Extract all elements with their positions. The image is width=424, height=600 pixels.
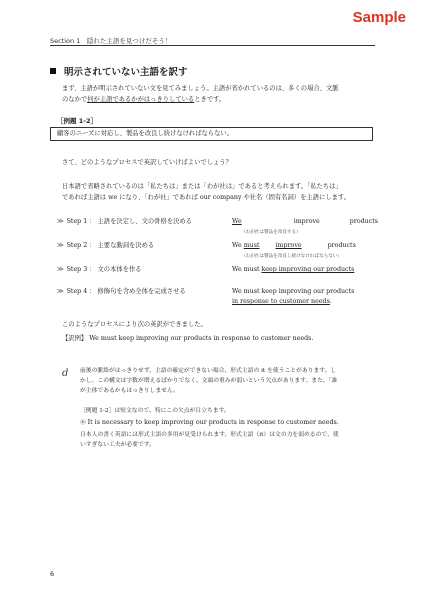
step-1-subject: We bbox=[232, 218, 242, 225]
intro-line-1: まず、主語が明示されていない文を見てみましょう。主語が省かれているのは、多くの場合、文脈 bbox=[62, 85, 339, 92]
step-1-note: （わが社は製品を改良する） bbox=[241, 230, 301, 235]
question-text: さて、どのようなプロセスで英訳していけばよいでしょう？ bbox=[62, 159, 232, 166]
header-divider bbox=[50, 45, 375, 46]
step-3 bbox=[57, 265, 142, 275]
translation-text: We must keep improving our products in response to customer needs. bbox=[89, 335, 314, 342]
tip-conclusion bbox=[80, 430, 372, 450]
step-2 bbox=[57, 241, 154, 251]
step-3-label: Step 3 ： 文の本体を作る bbox=[66, 266, 142, 273]
tip-line-4: ［例題 1-2］は短文なので、特にこの欠点が目立ちます。 bbox=[80, 408, 230, 414]
example-box: 顧客のニーズに対応し、製品を改良し続けなければならない。 bbox=[50, 127, 373, 141]
tip-hand-icon: d bbox=[62, 368, 69, 379]
page-number: 6 bbox=[50, 570, 55, 578]
section-title bbox=[50, 64, 188, 78]
intro-paragraph bbox=[62, 83, 374, 105]
intro-text-end: ときです。 bbox=[194, 96, 226, 103]
step-2-object: products bbox=[327, 242, 356, 249]
step-4-line-2 bbox=[232, 297, 354, 307]
intro-underlined: 何が主語であるかがはっきりしている bbox=[87, 96, 195, 103]
bad-example bbox=[80, 418, 372, 428]
bad-mark-icon: ㊍ bbox=[80, 420, 86, 426]
translation-label: 【訳例】 bbox=[62, 335, 88, 342]
step-2-verb: improve bbox=[275, 242, 302, 249]
tip-line-3: が主体であるかもはっきりしません。 bbox=[80, 388, 179, 394]
step-1 bbox=[57, 217, 192, 227]
double-chevron-icon: ≫ bbox=[57, 266, 64, 273]
square-bullet-icon bbox=[50, 68, 56, 74]
tip-line-6: いすぎない工夫が必要です。 bbox=[80, 442, 155, 448]
explain-line-1: 日本語で省略されているのは「私たちは」または「わが社は」であると考えられます。「私たちは」 bbox=[62, 183, 342, 190]
section-title-text: 明示されていない主語を訳す bbox=[64, 67, 188, 78]
double-chevron-icon: ≫ bbox=[57, 288, 64, 295]
explain-line-2: であれば主語は we になり、「わが社」であれば our company や社名（固有名詞）を主語にします。 bbox=[62, 194, 350, 201]
step-1-verb: improve bbox=[293, 218, 320, 225]
tip-line-1: 前後の脈絡がはっきりせず、主語の確定ができない場合、形式主語の it を使うことがあります。し bbox=[80, 368, 337, 374]
step-3-underlined: keep improving our products bbox=[261, 266, 355, 273]
step-2-note: （わが社は製品を改良し続けなければならない） bbox=[241, 254, 343, 259]
step-4-underlined: in response to customer needs bbox=[232, 298, 330, 305]
step-2-label: Step 2 ： 主要な動詞を決める bbox=[66, 242, 155, 249]
intro-line-2 bbox=[62, 94, 374, 105]
running-head: Section 1 隠れた主語を見つけだそう！ bbox=[50, 37, 172, 45]
tip-line-2: かし、この構文は字数が増えるばかりでなく、文頭の重みが弱いという欠点があります。また、「誰 bbox=[80, 378, 338, 384]
step-2-english bbox=[232, 241, 356, 251]
step-2-subject: We bbox=[232, 242, 242, 249]
double-chevron-icon: ≫ bbox=[57, 218, 64, 225]
step-4-period: . bbox=[329, 298, 332, 305]
step-3-prefix: We must bbox=[232, 266, 262, 273]
step-2-modal: must bbox=[243, 242, 260, 249]
step-3-english bbox=[232, 265, 354, 275]
step-1-object: products bbox=[349, 218, 379, 225]
sample-watermark: Sample bbox=[352, 9, 406, 26]
step-4-english bbox=[232, 287, 354, 307]
example-label: ［例題 1-2］ bbox=[57, 117, 98, 125]
step-1-label: Step 1 ： 主語を決定し、文の骨格を決める bbox=[66, 218, 192, 225]
explain-paragraph bbox=[62, 181, 374, 203]
double-chevron-icon: ≫ bbox=[57, 242, 64, 249]
intro-text: のなかで bbox=[62, 96, 88, 103]
translation bbox=[62, 333, 313, 342]
step-4 bbox=[57, 287, 186, 297]
bad-example-text: It is necessary to keep improving our products in response to customer needs. bbox=[87, 419, 339, 426]
process-text: このようなプロセスにより次の英訳ができました。 bbox=[62, 321, 207, 328]
tip-paragraph bbox=[80, 366, 372, 396]
step-1-english bbox=[232, 217, 378, 227]
tip-line-5: 日本人の書く英語には形式主語の多用が見受けられます。形式主語（it）は文の力を弱めるので、使 bbox=[80, 432, 339, 438]
step-4-line-1: We must keep improving our products bbox=[232, 288, 355, 295]
step-4-label: Step 4 ： 修飾句を含め全体を完成させる bbox=[66, 288, 186, 295]
